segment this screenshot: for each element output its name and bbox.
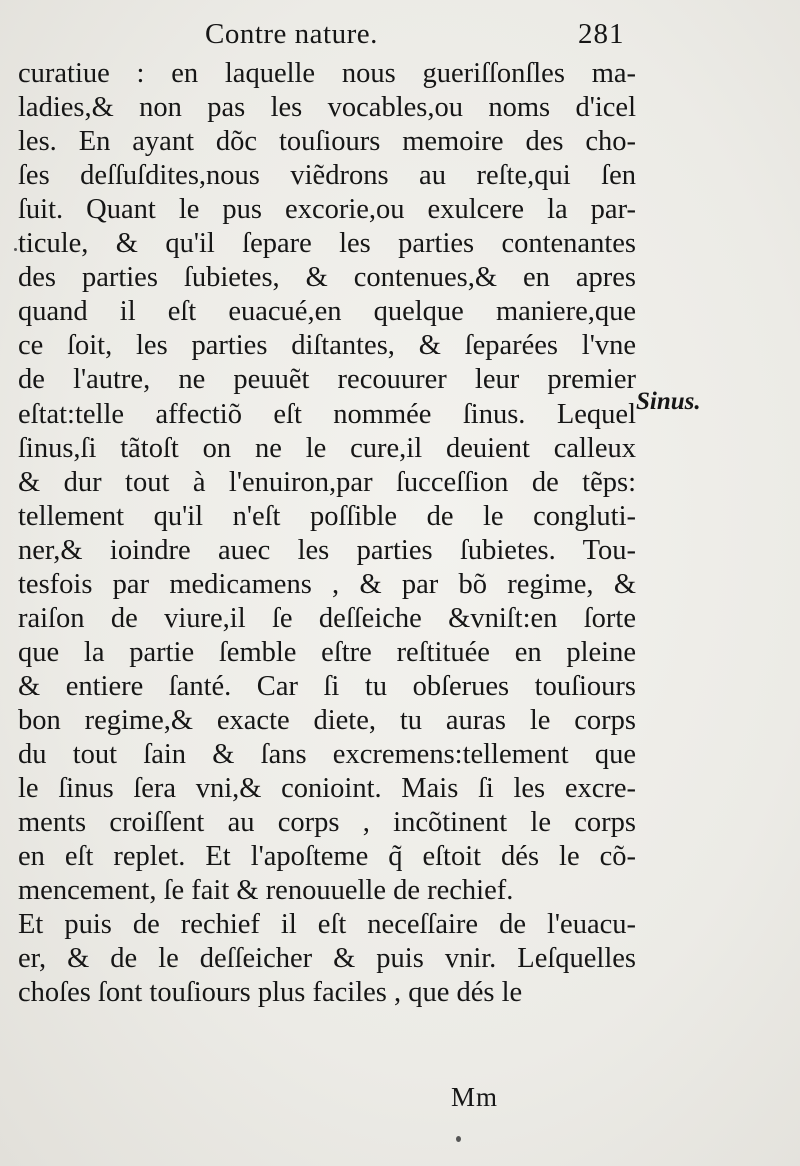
running-title: Contre nature. <box>205 18 378 50</box>
text-line: & dur tout à l'enuiron,par ſucceſſion de tẽps: <box>18 466 636 498</box>
text-line: ce ſoit, les parties diſtantes, & ſeparées l'vne <box>18 330 636 362</box>
margin-note: Sinus. <box>636 388 701 415</box>
text-line: ladies,& non pas les vocables,ou noms d'icel <box>18 92 636 124</box>
text-line: & entiere ſanté. Car ſi tu obſerues touſiours <box>18 670 636 702</box>
text-line: ſuit. Quant le pus excorie,ou exulcere la par- <box>18 194 636 226</box>
text-line: tellement qu'il n'eſt poſſible de le congluti- <box>18 500 636 532</box>
text-line: ſes deſſuſdites,nous viẽdrons au reſte,qui ſen <box>18 160 636 192</box>
text-line: le ſinus ſera vni,& conioint. Mais ſi les excre- <box>18 773 636 805</box>
text-line: er, & de le deſſeicher & puis vnir. Leſquelles <box>18 943 636 975</box>
text-line: ments croiſſent au corps , incõtinent le corps <box>18 807 636 839</box>
text-line: eſtat:telle affectiõ eſt nommée ſinus. Lequel <box>18 398 636 430</box>
text-line: raiſon de viure,il ſe deſſeiche &vniſt:en ſorte <box>18 602 636 634</box>
text-line: les. En ayant dõc touſiours memoire des cho- <box>18 126 636 158</box>
ink-speck <box>456 1136 461 1142</box>
text-line: curatiue : en laquelle nous gueriſſonſles ma- <box>18 58 636 89</box>
text-line: du tout ſain & ſans excremens:tellement que <box>18 739 636 770</box>
text-line: tesfois par medicamens , & par bõ regime, & <box>18 568 636 600</box>
text-line: mencement, ſe fait & renouuelle de rechief. <box>18 875 514 907</box>
text-line: choſes ſont touſiours plus faciles , que dés le <box>18 977 523 1009</box>
text-line: quand il eſt euacué,en quelque maniere,que <box>18 296 636 328</box>
text-line: en eſt replet. Et l'apoſteme q̃ eſtoit dés le cõ- <box>18 841 636 873</box>
ink-speck <box>14 248 17 251</box>
text-line: bon regime,& exacte diete, tu auras le corps <box>18 704 636 736</box>
text-line: ner,& ioindre auec les parties ſubietes. Tou- <box>18 534 636 566</box>
text-line: de l'autre, ne peuuẽt recouurer leur premier <box>18 364 636 396</box>
signature-mark: Mm <box>451 1082 499 1112</box>
page-number: 281 <box>578 18 625 50</box>
text-line: que la partie ſemble eſtre reſtituée en pleine <box>18 636 636 668</box>
text-line: des parties ſubietes, & contenues,& en apres <box>18 262 636 294</box>
text-line: Et puis de rechief il eſt neceſſaire de l'euacu- <box>18 909 636 941</box>
text-line: ticule, & qu'il ſepare les parties contenantes <box>18 228 636 260</box>
text-line: ſinus,ſi tãtoſt on ne le cure,il deuient calleux <box>18 432 636 464</box>
